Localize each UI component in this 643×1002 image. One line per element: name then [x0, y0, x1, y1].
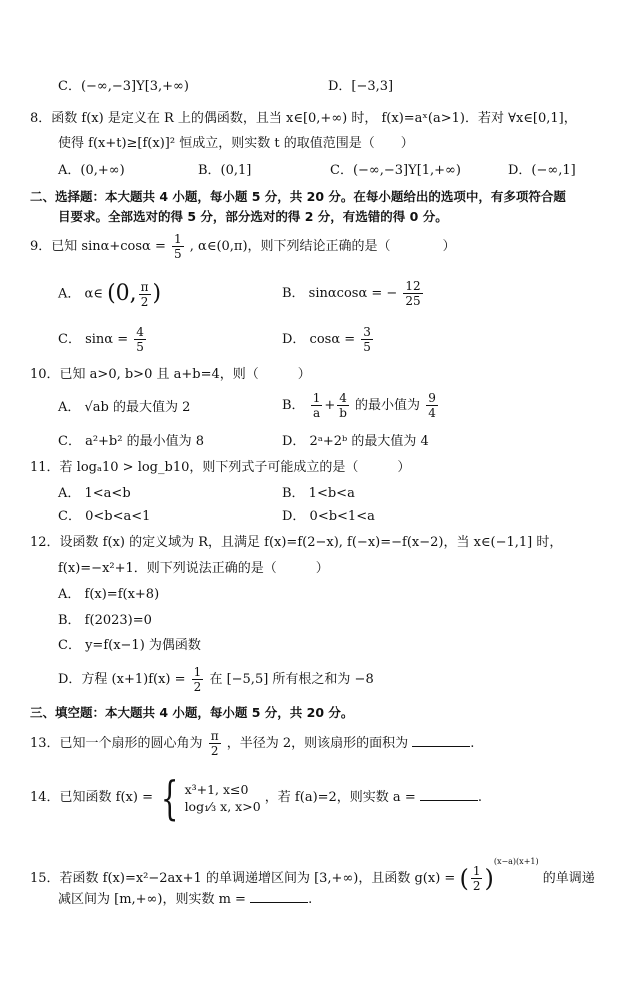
q12-option-d — [58, 662, 374, 698]
q14-piecewise — [185, 781, 261, 815]
q10-stem: 10．已知 a>0, b>0 且 a+b=4，则（ ） — [30, 367, 311, 382]
q15-exponent: (x−a)(x+1) — [493, 857, 539, 866]
q12-option-a: A． f(x)=f(x+8) — [58, 587, 160, 602]
q10-option-c: C． a²+b² 的最小值为 8 — [58, 434, 205, 449]
q11-option-d: D． 0<b<1<a — [282, 509, 375, 524]
q8-stem-line1: 8．函数 f(x) 是定义在 R 上的偶函数，且当 x∈[0,+∞) 时， f(x)=aˣ(a>1)．若对 ∀x∈[0,1]， — [30, 111, 577, 126]
q12-d-pre: D．方程 (x+1)f(x) = — [58, 672, 186, 687]
q9-option-d — [282, 322, 375, 358]
q10-b-d2: b — [339, 406, 347, 420]
q15-end: . — [308, 892, 313, 907]
q9-option-b — [282, 276, 425, 312]
q10-b-n3: 9 — [428, 391, 436, 405]
q12-option-b: B． f(2023)=0 — [58, 613, 152, 628]
q13-den: 2 — [210, 744, 219, 758]
q14-case1: x³+1, x≤0 — [184, 781, 249, 797]
q10-option-d: D． 2ᵃ+2ᵇ 的最大值为 4 — [282, 434, 429, 449]
q7-option-d: D．[−3,3] — [328, 79, 394, 94]
q9-a-fraction — [139, 280, 151, 309]
q9-d-den: 5 — [363, 340, 371, 354]
q11-stem: 11．若 logₐ10 > log_b10，则下列式子可能成立的是（ ） — [30, 460, 411, 475]
q11-option-c: C． 0<b<a<1 — [58, 509, 151, 524]
q14-stem — [30, 772, 482, 824]
q9-option-c — [58, 322, 148, 358]
q9-d-num: 3 — [363, 325, 371, 339]
q14-end: . — [477, 790, 482, 805]
q10-b-n1: 1 — [312, 391, 321, 405]
q8-option-a: A．(0,+∞) — [58, 163, 125, 178]
section3-heading: 三、填空题：本大题共 4 小题，每小题 5 分，共 20 分。 — [30, 705, 354, 720]
q9-a-den: 2 — [140, 294, 149, 309]
q8-option-b: B．(0,1] — [198, 163, 252, 178]
q9-a-left: (0, — [107, 281, 137, 306]
q9-d-fraction — [361, 325, 373, 354]
q13-fraction — [209, 729, 221, 758]
q10-b-frac3 — [426, 391, 438, 420]
q10-b-d1: a — [312, 406, 321, 420]
q10-b-n2: 4 — [339, 391, 347, 405]
q9-frac-num: 1 — [174, 232, 182, 246]
q11-option-a: A． 1<a<b — [58, 486, 131, 501]
q9-c-fraction — [134, 325, 146, 354]
q14-post: ，若 f(a)=2，则实数 a = — [264, 790, 416, 805]
q13-pre: 13．已知一个扇形的圆心角为 — [30, 736, 203, 751]
q9-b-den: 25 — [405, 294, 421, 308]
q15-line2-text: 减区间为 [m,+∞)，则实数 m = — [58, 892, 246, 907]
q10-b-frac2 — [337, 391, 349, 420]
q9-stem — [30, 230, 456, 264]
q12-d-den: 2 — [193, 680, 202, 694]
q15-base-den: 2 — [472, 879, 481, 893]
q9-stem-post: , α∈(0,π)，则下列结论正确的是（ ） — [189, 239, 456, 254]
q15-base-num: 1 — [472, 864, 481, 878]
q15-pre: 15．若函数 f(x)=x²−2ax+1 的单调递增区间为 [3,+∞)，且函数 g(x) = — [30, 871, 456, 886]
q10-b-mid: 的最小值为 — [355, 398, 421, 413]
q9-option-a — [58, 276, 161, 313]
q10-b-frac1 — [311, 391, 323, 420]
q13-end: . — [470, 736, 475, 751]
section2-heading-line1: 二、选择题：本大题共 4 小题，每小题 5 分，共 20 分。在每小题给出的选项中，有多项符合题 — [30, 189, 566, 204]
q10-b-pre: B． — [282, 398, 305, 413]
q9-d-pre: D． cosα = — [282, 332, 356, 347]
q12-stem-line2: f(x)=−x²+1．则下列说法正确的是（ ） — [58, 561, 329, 576]
q9-a-right: ) — [152, 281, 162, 306]
q9-a-pre: A． α∈ — [58, 286, 103, 302]
q13-num: π — [210, 729, 219, 743]
q15-base-fraction — [471, 864, 483, 893]
q9-b-pre: B． sinαcosα = − — [282, 286, 398, 301]
q11-option-b: B． 1<b<a — [282, 486, 355, 501]
q10-b-plus: + — [324, 398, 336, 413]
q7-option-c: C．(−∞,−3]Y[3,+∞) — [58, 79, 189, 94]
q10-b-d3: 4 — [428, 406, 436, 420]
q9-a-num: π — [140, 279, 149, 294]
q9-c-pre: C． sinα = — [58, 332, 129, 347]
q9-stem-pre: 9．已知 sinα+cosα = — [30, 239, 166, 254]
q10-option-a: A． √ab 的最大值为 2 — [58, 400, 191, 415]
section2-heading-line2: 目要求。全部选对的得 5 分，部分选对的得 2 分，有选错的得 0 分。 — [58, 209, 448, 224]
q14-case2: log₁⁄₃ x, x>0 — [184, 798, 261, 814]
q12-option-c: C． y=f(x−1) 为偶函数 — [58, 638, 201, 653]
q8-option-c: C．(−∞,−3]Y[1,+∞) — [330, 163, 461, 178]
q8-stem-line2: 使得 f(x+t)≥[f(x)]² 恒成立，则实数 t 的取值范围是（ ） — [58, 136, 414, 151]
q15-stem-line2 — [58, 890, 312, 909]
q14-pre: 14．已知函数 f(x) = — [30, 790, 153, 805]
q10-option-b — [282, 388, 440, 424]
q12-stem-line1: 12．设函数 f(x) 的定义域为 R，且满足 f(x)=f(2−x), f(−x)=−f(x−2)，当 x∈(−1,1] 时， — [30, 535, 563, 550]
q9-b-fraction — [403, 279, 422, 308]
q9-c-den: 5 — [136, 340, 144, 354]
q12-d-post: 在 [−5,5] 所有根之和为 −8 — [209, 672, 374, 687]
q9-b-num: 12 — [405, 279, 421, 293]
q15-answer-blank[interactable] — [250, 890, 308, 903]
q8-option-d: D．(−∞,1] — [508, 163, 576, 178]
q14-brace-icon: { — [160, 770, 179, 825]
q13-stem — [30, 727, 474, 761]
q12-d-fraction — [192, 665, 204, 694]
q15-paren-left: ( — [459, 864, 469, 893]
q15-paren-right: ) — [484, 864, 494, 893]
q13-post: ，半径为 2，则该扇形的面积为 — [226, 736, 409, 751]
q9-c-num: 4 — [136, 325, 144, 339]
q9-fraction — [172, 232, 184, 261]
q13-answer-blank[interactable] — [412, 734, 470, 747]
q12-d-num: 1 — [193, 665, 202, 679]
q14-answer-blank[interactable] — [420, 788, 478, 801]
q9-frac-den: 5 — [174, 247, 182, 261]
q15-post: 的单调递 — [542, 871, 595, 886]
